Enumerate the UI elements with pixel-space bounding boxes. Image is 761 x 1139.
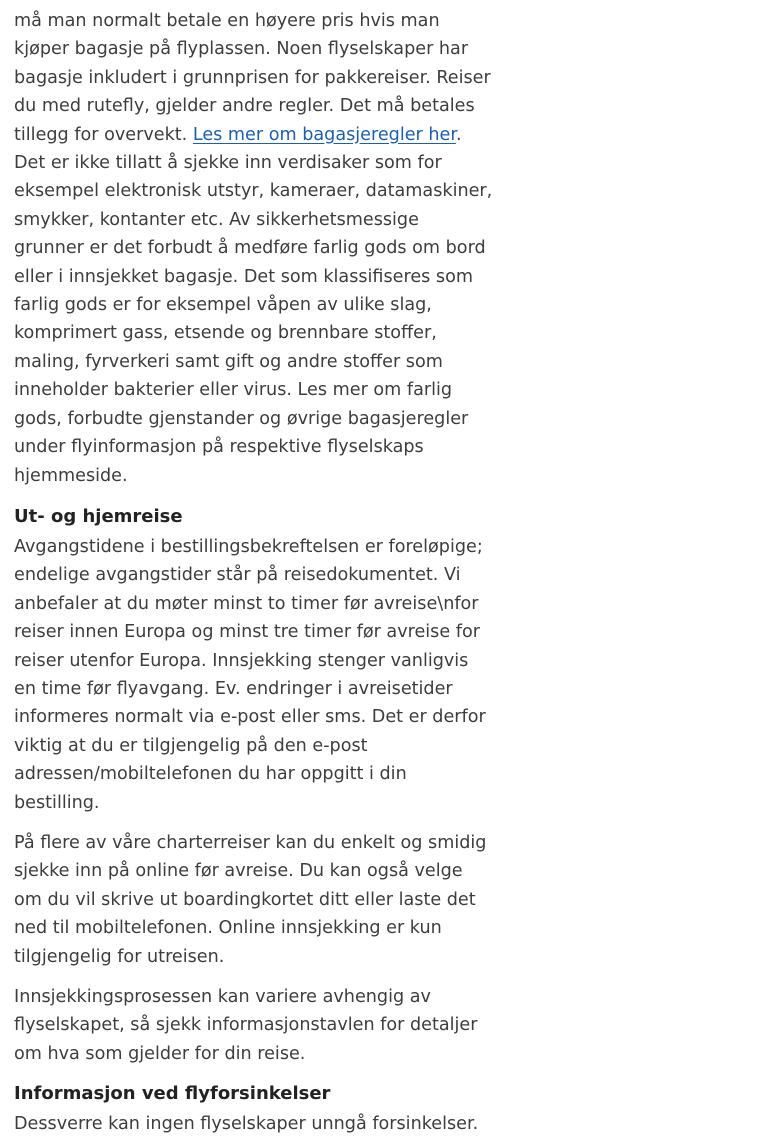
article-body	[14, 0, 494, 1139]
section-heading-delays: Informasjon ved flyforsinkelser	[14, 1083, 331, 1105]
baggage-rules-link[interactable]: Les mer om bagasjeregler her	[192, 124, 456, 145]
travel-paragraph-departure-times: Avgangstidene i bestillingsbekreftelsen er foreløpige; endelige avgangstider står på reisedokumentet. Vi anbefaler at du møter minst to timer før avreise\nfor reiser innen Europa og minst tre timer før avreise for reiser utenfor Europa. Innsjekking stenger vanligvis en time før flyavgang. Ev. endringer i avreisetider informeres normalt via e-post eller sms. Det er derfor viktig at du er tilgjengelig på den e-post adressen/mobiltelefonen du har oppgitt i din bestilling.	[14, 536, 486, 813]
delays-paragraph: Dessverre kan ingen flyselskaper unngå forsinkelser.	[14, 1114, 479, 1135]
baggage-text-after-link: . Det er ikke tillatt å sjekke inn verdisaker som for eksempel elektronisk utstyr, kameraer, datamaskiner, smykker, kontanter etc. Av sikkerhetsmessige grunner er det forbudt å medføre farlig gods om bord eller i innsjekket bagasje. Det som klassifiseres som farlig gods er for eksempel våpen av ulike slag, komprimert gass, etsende og brennbare stoffer, maling, fyrverkeri samt gift og andre stoffer som inneholder bakterier eller virus. Les mer om farlig gods, forbudte gjenstander og øvrige bagasjeregler under flyinformasjon på respektive flyselskaps hjemmeside.	[14, 124, 493, 486]
travel-paragraph-checkin-process: Innsjekkingsprosessen kan variere avhengig av flyselskapet, så sjekk informasjonstavlen for detaljer om hva som gjelder for din reise.	[14, 987, 478, 1064]
baggage-paragraph	[14, 7, 494, 490]
travel-paragraph-online-checkin: På flere av våre charterreiser kan du enkelt og smidig sjekke inn på online før avreise. Du kan også velge om du vil skrive ut boardingkortet ditt eller laste det ned til mobiltelefonen. Online innsjekking er kun tilgjengelig for utreisen.	[14, 832, 487, 967]
baggage-text-before-link: må man normalt betale en høyere pris hvis man kjøper bagasje på flyplassen. Noen flyselskaper har bagasje inkludert i grunnprisen for pakkereiser. Reiser du med rutefly, gjelder andre regler. Det må betales tillegg for overvekt.	[14, 11, 491, 145]
section-heading-travel: Ut- og hjemreise	[14, 505, 183, 527]
